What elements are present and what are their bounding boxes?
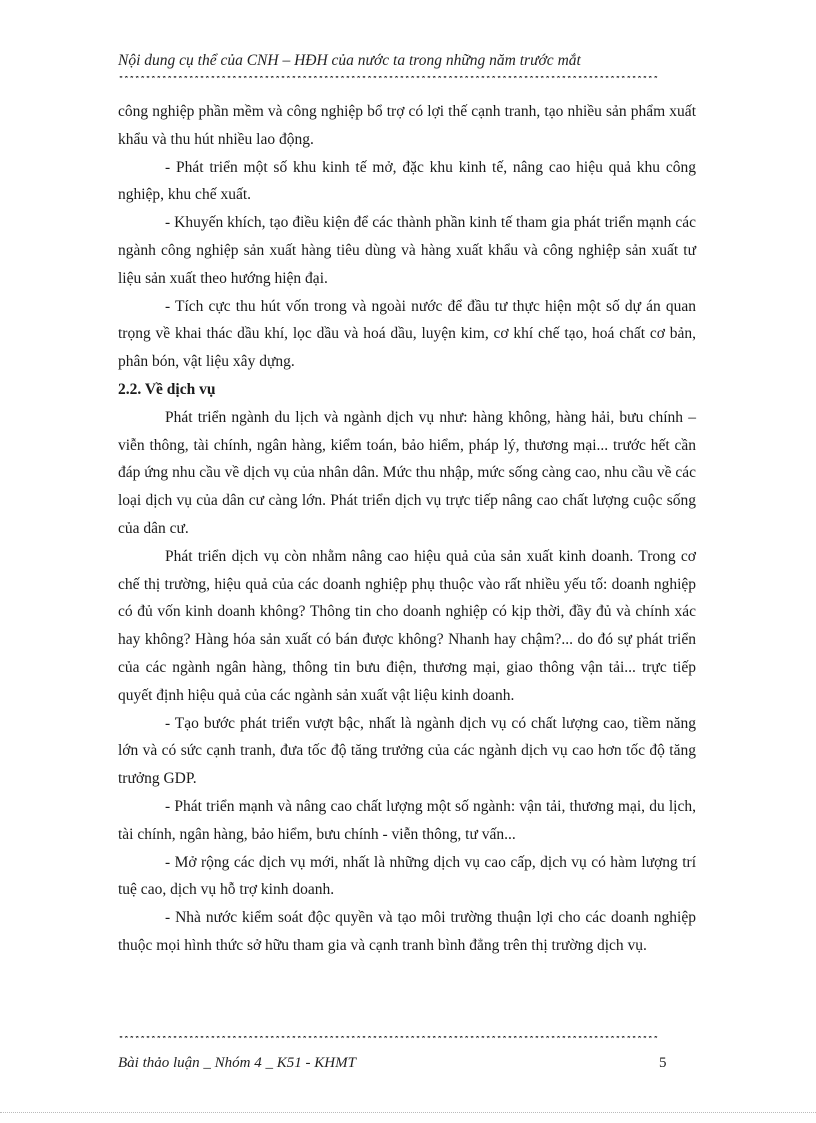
footer-separator: **************************************************************************************************** bbox=[118, 1036, 659, 1046]
bullet-paragraph: - Nhà nước kiểm soát độc quyền và tạo môi trường thuận lợi cho các doanh nghiệp thuộc mọi hình thức sở hữu tham gia và cạnh tranh bình đẳng trên thị trường dịch vụ. bbox=[118, 909, 696, 954]
page-header-title: Nội dung cụ thể của CNH – HĐH của nước ta trong những năm trước mắt bbox=[118, 52, 581, 69]
bullet-paragraph: - Tạo bước phát triển vượt bậc, nhất là ngành dịch vụ có chất lượng cao, tiềm năng lớn và có sức cạnh tranh, đưa tốc độ tăng trưởng của các ngành dịch vụ cao hơn tốc độ tăng trưởng GDP. bbox=[118, 714, 696, 788]
section-heading: 2.2. Về dịch vụ bbox=[118, 380, 216, 398]
bullet-paragraph: - Mở rộng các dịch vụ mới, nhất là những dịch vụ cao cấp, dịch vụ có hàm lượng trí tuệ cao, dịch vụ hỗ trợ kinh doanh. bbox=[118, 853, 696, 899]
paragraph: Phát triển ngành du lịch và ngành dịch vụ như: hàng không, hàng hải, bưu chính – viễn thông, tài chính, ngân hàng, kiểm toán, bảo hiểm, pháp lý, thương mại... trước hết cần đáp ứng nhu cầu về dịch vụ của nhân dân. Mức thu nhập, mức sống càng cao, nhu cầu về các loại dịch vụ của dân cư càng lớn. Phát triển dịch vụ trực tiếp nâng cao chất lượng cuộc sống của dân cư. bbox=[118, 408, 696, 537]
bullet-paragraph: - Tích cực thu hút vốn trong và ngoài nước để đầu tư thực hiện một số dự án quan trọng về khai thác dầu khí, lọc dầu và hoá dầu, luyện kim, cơ khí chế tạo, hoá chất cơ bản, phân bón, vật liệu xây dựng. bbox=[118, 297, 696, 371]
page-body bbox=[118, 98, 696, 960]
page-boundary-line bbox=[0, 1112, 816, 1113]
paragraph: Phát triển dịch vụ còn nhằm nâng cao hiệu quả của sản xuất kinh doanh. Trong cơ chế thị trường, hiệu quả của các doanh nghiệp phụ thuộc vào rất nhiều yếu tố: doanh nghiệp có đủ vốn kinh doanh không? Thông tin cho doanh nghiệp có kịp thời, đầy đủ và chính xác hay không? Hàng hóa sản xuất có bán được không? Nhanh hay chậm?... do đó sự phát triển của các ngành ngân hàng, thông tin bưu điện, thương mại, giao thông vận tải... trực tiếp quyết định hiệu quả của các ngành sản xuất vật liệu kinh doanh. bbox=[118, 547, 696, 704]
page-number: 5 bbox=[659, 1055, 667, 1071]
header-separator: **************************************************************************************************** bbox=[118, 76, 659, 86]
bullet-paragraph: - Phát triển một số khu kinh tế mở, đặc khu kinh tế, nâng cao hiệu quả khu công nghiệp, khu chế xuất. bbox=[118, 158, 696, 204]
paragraph: công nghiệp phần mềm và công nghiệp bổ trợ có lợi thế cạnh tranh, tạo nhiều sản phẩm xuất khẩu và thu hút nhiều lao động. bbox=[118, 103, 696, 148]
footer-label: Bài thảo luận _ Nhóm 4 _ K51 - KHMT bbox=[118, 1055, 356, 1071]
bullet-paragraph: - Khuyến khích, tạo điều kiện để các thành phần kinh tế tham gia phát triển mạnh các ngành công nghiệp sản xuất hàng tiêu dùng và hàng xuất khẩu và công nghiệp sản xuất tư liệu sản xuất theo hướng hiện đại. bbox=[118, 214, 696, 287]
bullet-paragraph: - Phát triển mạnh và nâng cao chất lượng một số ngành: vận tải, thương mại, du lịch, tài chính, ngân hàng, bảo hiểm, bưu chính - viễn thông, tư vấn... bbox=[118, 797, 696, 843]
